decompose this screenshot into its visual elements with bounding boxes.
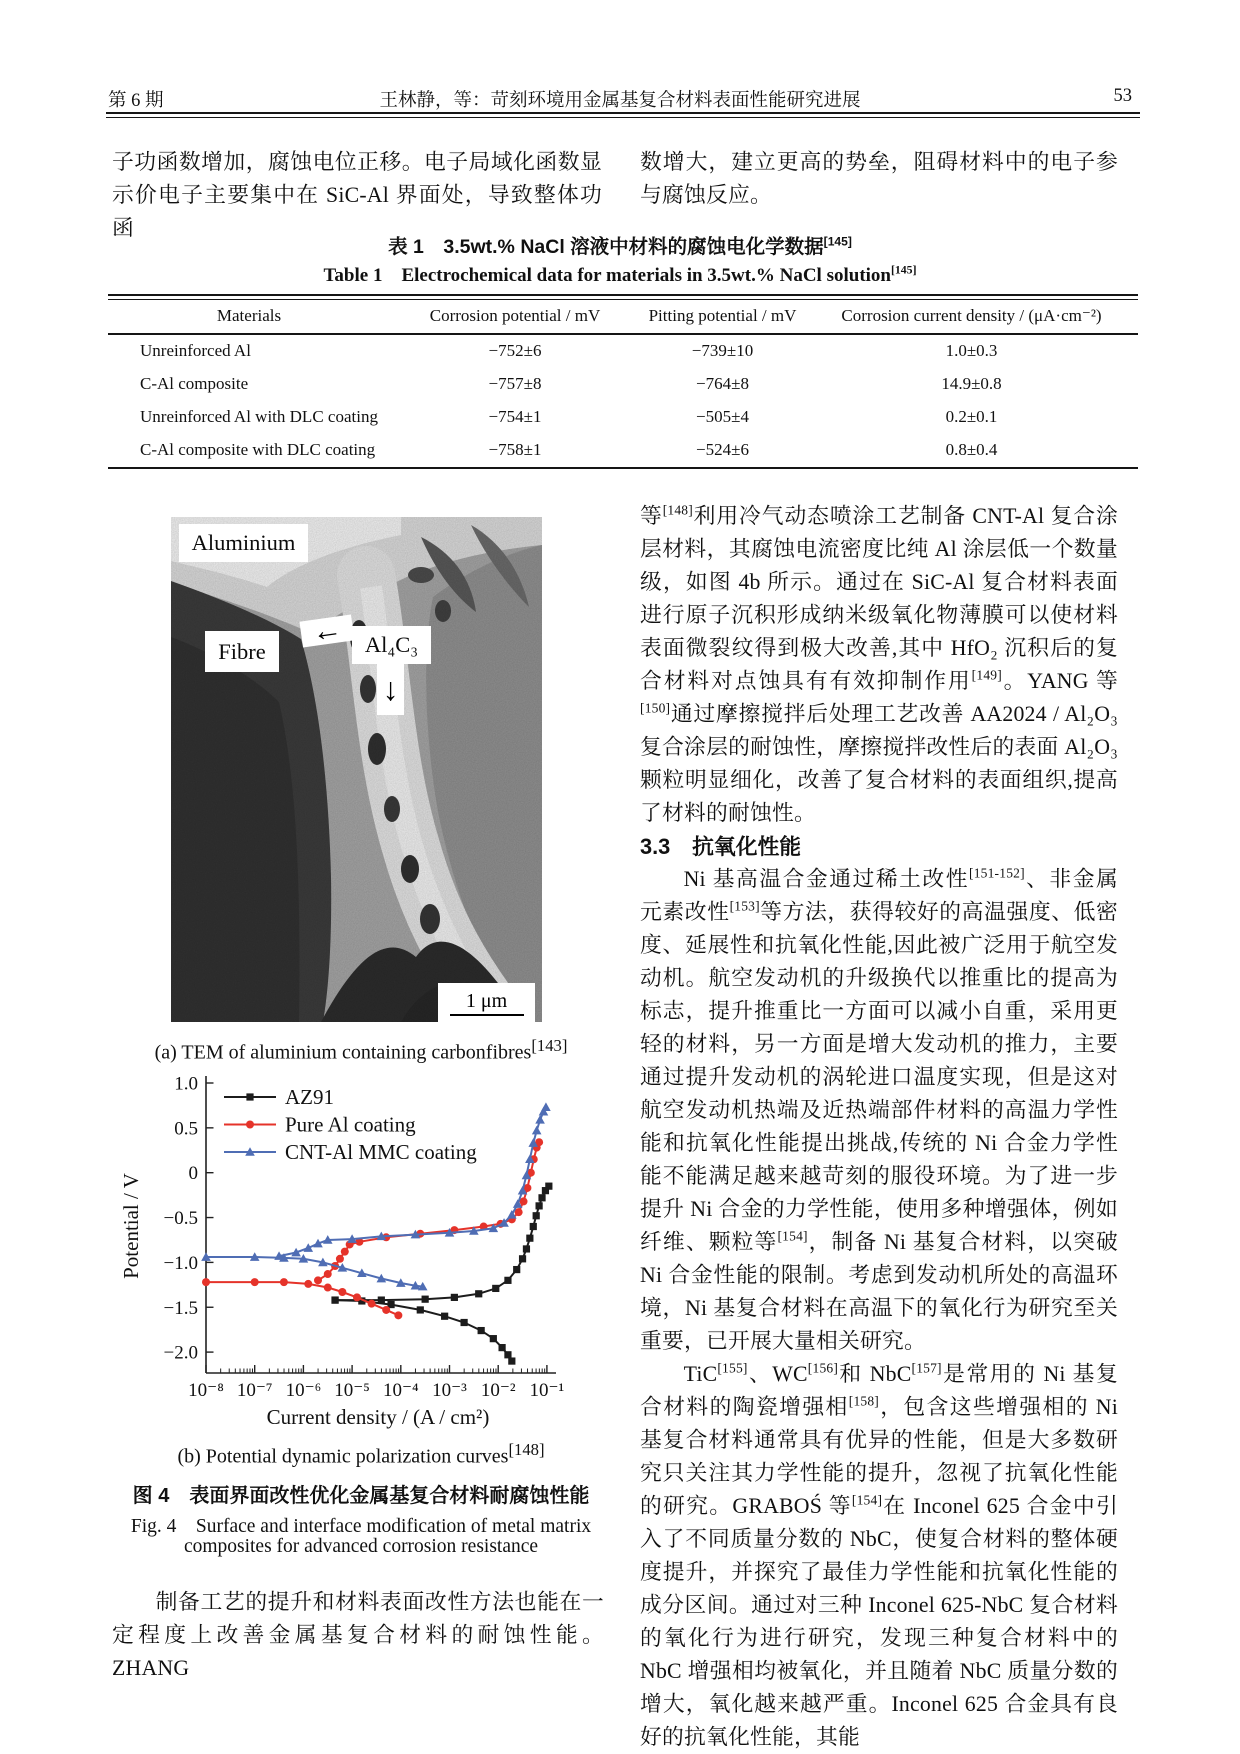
table-cell: −739±10 [691,341,754,360]
page-header [108,86,1132,112]
table-cell: 0.8±0.4 [945,440,998,459]
table-cell: −757±8 [488,374,542,393]
scale-bar [438,983,535,1022]
figure-caption-zh: 图 4 表面界面改性优化金属基复合材料耐腐蚀性能 [132,1485,590,1507]
body-paragraph: 制备工艺的提升和材料表面改性方法也能在一定程度上改善金属基复合材料的耐蚀性能。ZHANG [112,1590,604,1680]
figure-caption-en-line1: Fig. 4 Surface and interface modification of metal matrix [130,1516,592,1537]
svg-text:−1.5: −1.5 [163,1297,198,1319]
scale-bar-label: 1 μm [465,989,508,1012]
table-row [108,434,1138,467]
intro-paragraph-right: 数增大，建立更高的势垒，阻碍材料中的电子参与腐蚀反应。 [640,150,1118,207]
left-arrow-icon: ← [299,615,354,648]
table-cell: 1.0±0.3 [945,341,998,360]
svg-text:−2.0: −2.0 [163,1342,198,1364]
svg-text:Pure Al coating: Pure Al coating [285,1112,416,1137]
svg-text:10⁻⁸: 10⁻⁸ [188,1380,224,1401]
tem-label-aluminium: Aluminium [179,524,308,562]
subfigure-caption-b: (b) Potential dynamic polarization curves[148] [177,1440,545,1468]
svg-text:10⁻²: 10⁻² [480,1380,516,1401]
svg-text:Current density / (A / cm²): Current density / (A / cm²) [266,1405,490,1429]
table-cell: −524±6 [696,440,749,459]
svg-text:1.0: 1.0 [174,1073,198,1095]
svg-text:CNT-Al MMC coating: CNT-Al MMC coating [285,1140,477,1164]
right-column [640,500,1118,1754]
svg-text:Potential / V: Potential / V [119,1173,143,1279]
table-caption-zh: 表 1 3.5wt.% NaCl 溶液中材料的腐蚀电化学数据[145] [388,234,852,258]
svg-text:10⁻⁶: 10⁻⁶ [285,1380,322,1401]
running-title: 王林静，等：苛刻环境用金属基复合材料表面性能研究进展 [379,91,861,111]
figure-caption-en-line2: composites for advanced corrosion resistance [183,1536,539,1557]
table-cell: C-Al composite [140,374,249,393]
page-number: 53 [1113,86,1132,106]
table-row [108,368,1138,401]
svg-text:−0.5: −0.5 [163,1208,198,1230]
table-cell: 14.9±0.8 [941,374,1002,393]
issue-number: 第 6 期 [108,91,164,111]
table-caption-en: Table 1 Electrochemical data for materials in 3.5wt.% NaCl solution[145] [323,263,917,286]
polarization-chart [116,1058,621,1438]
table-header-cell: Pitting potential / mV [648,306,797,325]
svg-text:AZ91: AZ91 [285,1085,334,1109]
tem-label-fibre: Fibre [205,631,279,672]
table-cell: C-Al composite with DLC coating [140,440,376,459]
table-header-row [108,300,1138,333]
table-electrochemical-data [108,294,1138,469]
table-cell: −764±8 [696,374,749,393]
table-cell: −754±1 [488,407,542,426]
table-header-cell: Materials [216,306,282,325]
tem-label-al4c3: Al₄C₃ [352,626,431,664]
body-paragraph: 等[148]利用冷气动态喷涂工艺制备 CNT-Al 复合涂层材料，其腐蚀电流密度比纯 Al 涂层低一个数量级，如图 4b 所示。通过在 SiC-Al 复合材料表面进行原子沉积形成纳米级氧化物薄膜可以使材料表面微裂纹得到极大改善,其中 HfO₂ 沉积后的复合材料对点蚀具有有效抑制作用[149]。YANG 等[150]通过摩擦搅拌后处理工艺改善 AA2024 / Al₂O₃ 复合涂层的耐蚀性，摩擦搅拌改性后的表面 Al₂O₃ 颗粒明显细化，改善了复合材料的表面组织,提高了材料的耐蚀性。 [640,502,1118,825]
table-cell: −758±1 [488,440,542,459]
subfigure-caption-a: (a) TEM of aluminium containing carbonfibres[143] [154,1036,568,1064]
table-bottom-rule [108,467,1138,469]
svg-text:0: 0 [188,1163,198,1185]
table-cell: −752±6 [488,341,542,360]
left-column-bottom [112,1586,604,1685]
table-header-cell: Corrosion current density / (μA·cm⁻²) [841,306,1102,325]
tem-image-rendering [171,517,542,1022]
svg-text:10⁻⁷: 10⁻⁷ [236,1380,273,1401]
down-arrow-icon: ↓ [377,663,404,715]
table-cell: Unreinforced Al [140,341,251,360]
table-cell: −505±4 [696,407,749,426]
header-double-rule [106,112,1140,118]
table-body [108,335,1138,467]
polarization-chart-svg [116,1058,621,1438]
intro-paragraph-left: 子功函数增加，腐蚀电位正移。电子局域化函数显示价电子主要集中在 SiC-Al 界面处，导致整体功函 [112,150,602,240]
body-paragraph: TiC[155]、WC[156]和 NbC[157]是常用的 Ni 基复合材料的陶瓷增强相[158]，包含这些增强相的 Ni 基复合材料通常具有优异的性能，但是大多数研究只关注其力学性能的提升，忽视了抗氧化性能的研究。GRABOŚ 等[154]在 Inconel 625 合金中引入了不同质量分数的 NbC，使复合材料的整体硬度提升，并探究了最佳力学性能和抗氧化性能的成分区间。通过对三种 Inconel 625-NbC 复合材料的氧化行为进行研究，发现三种复合材料中的 NbC 增强相均被氧化，并且随着 NbC 质量分数的增大，氧化越来越严重。Inconel 625 合金具有良好的抗氧化性能，其能 [640,1360,1118,1749]
scale-bar-line [450,1014,524,1016]
svg-text:10⁻³: 10⁻³ [432,1380,467,1401]
section-heading-3-3: 3.3 抗氧化性能 [640,834,802,859]
table-cell: Unreinforced Al with DLC coating [140,407,378,426]
table-row [108,335,1138,368]
table-row [108,401,1138,434]
table-cell: 0.2±0.1 [945,407,998,426]
svg-text:10⁻⁵: 10⁻⁵ [334,1380,370,1401]
svg-text:0.5: 0.5 [174,1118,198,1140]
body-paragraph: Ni 基高温合金通过稀土改性[151-152]、非金属元素改性[153]等方法，获得较好的高温强度、低密度、延展性和抗氧化性能,因此被广泛用于航空发动机。航空发动机的升级换代以推重比的提高为标志，提升推重比一方面可以减小自重，采用更轻的材料，另一方面是增大发动机的推力，主要通过提升发动机的涡轮进口温度实现，但是这对航空发动机热端及近热端部件材料的高温力学性能和抗氧化性能提出挑战,传统的 Ni 合金力学性能不能满足越来越苛刻的服役环境。为了进一步提升 Ni 合金的力学性能，使用多种增强体，例如纤维、颗粒等[154]，制备 Ni 基复合材料，以突破 Ni 合金性能的限制。考虑到发动机所处的高温环境，Ni 基复合材料在高温下的氧化行为研究至关重要，已开展大量相关研究。 [640,865,1119,1353]
svg-text:−1.0: −1.0 [163,1252,198,1274]
svg-text:10⁻⁴: 10⁻⁴ [382,1380,419,1401]
table-header-cell: Corrosion potential / mV [429,306,601,325]
tem-micrograph [171,517,542,1022]
svg-text:10⁻¹: 10⁻¹ [529,1380,565,1401]
